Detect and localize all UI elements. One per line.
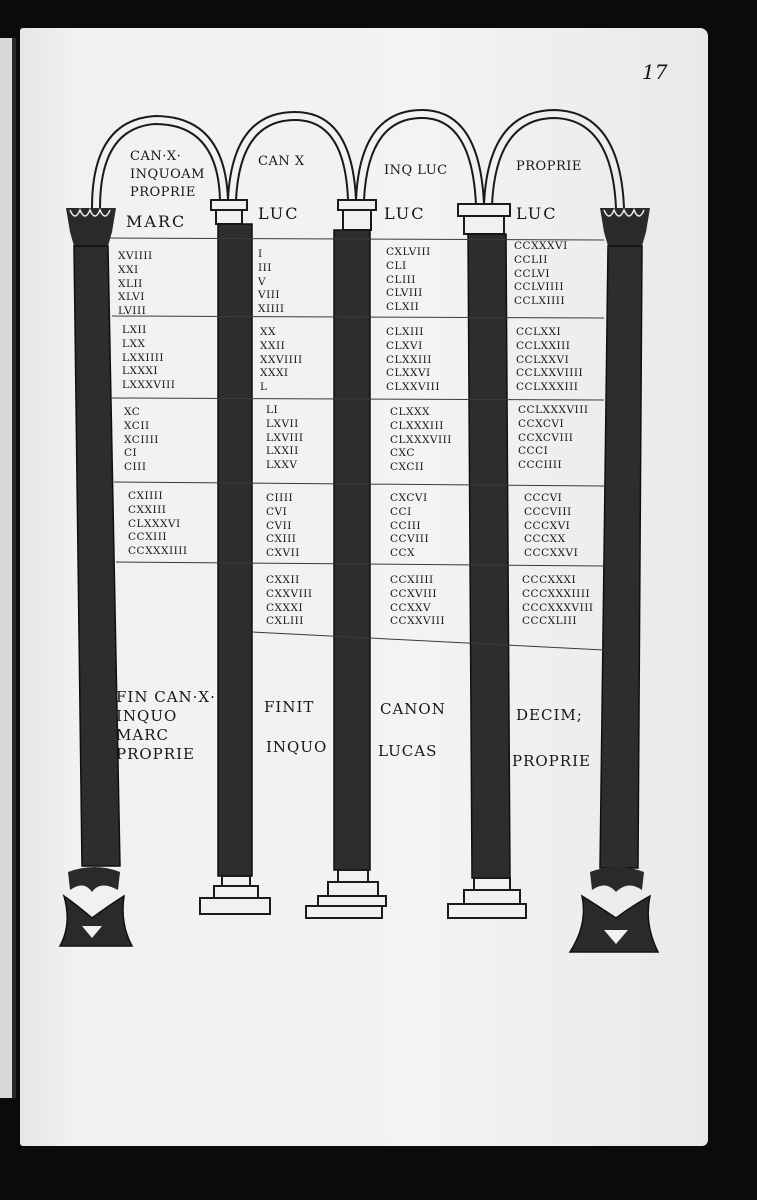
canon-group-2-col-2: XX XXII XXVIIII XXXI L xyxy=(260,326,303,394)
arch3-evangelist: LUC xyxy=(384,204,426,223)
explicit-canon: CANON xyxy=(380,700,446,718)
explicit-left: FIN CAN·X· INQUO MARC PROPRIE xyxy=(116,688,216,763)
arch1-title: CAN·X· xyxy=(130,149,182,164)
arch1-line2: INQUOAM xyxy=(130,167,205,182)
column-bases xyxy=(200,870,526,918)
inner-capitals xyxy=(211,200,510,234)
canon-group-5-col-3: CCXIIII CCXVIII CCXXV CCXXVIII xyxy=(390,574,446,628)
canon-group-1-col-1: XVIIII XXI XLII XLVI LVIII xyxy=(118,250,153,318)
canon-group-5-col-2: CXXII CXXVIII CXXXI CXLIII xyxy=(266,574,313,628)
arch1-line3: PROPRIE xyxy=(130,185,196,200)
canon-group-3-col-2: LI LXVII LXVIII LXXII LXXV xyxy=(266,404,304,472)
canon-group-2-col-4: CCLXXI CCLXXIII CCLXXVI CCLXXVIIII CCLXXXIII xyxy=(516,326,584,394)
arch2-evangelist: LUC xyxy=(258,204,300,223)
canon-group-4-col-3: CXCVI CCI CCIII CCVIII CCX xyxy=(390,492,430,560)
explicit-finit: FINIT xyxy=(264,698,315,716)
canon-group-4-col-2: CIIII CVI CVII CXIII CXVII xyxy=(266,492,300,560)
explicit-lucas: LUCAS xyxy=(378,742,438,760)
canon-group-3-col-4: CCLXXXVIII CCXCVI CCXCVIII CCCI CCCIIII xyxy=(518,404,589,472)
canon-group-1-col-4: CCXXXVI CCLII CCLVI CCLVIIII CCLXIIII xyxy=(514,240,568,308)
canon-group-2-col-3: CLXIII CLXVI CLXXIII CLXXVI CLXXVIII xyxy=(386,326,440,394)
canon-group-2-col-1: LXII LXX LXXIIII LXXXI LXXXVIII xyxy=(122,324,176,392)
canon-group-4-col-4: CCCVI CCCVIII CCCXVI CCCXX CCCXXVI xyxy=(524,492,579,560)
arch2-title: CAN X xyxy=(258,154,305,169)
explicit-proprie: PROPRIE xyxy=(512,752,591,770)
explicit-inquo: INQUO xyxy=(266,738,328,756)
canon-group-5-col-4: CCCXXXI CCCXXXIIII CCCXXXVIII CCCXLIII xyxy=(522,574,594,628)
explicit-decim: DECIM; xyxy=(516,706,583,724)
folio-number: 17 xyxy=(642,60,668,84)
canon-group-3-col-3: CLXXX CLXXXIII CLXXXVIII CXC CXCII xyxy=(390,406,452,474)
arch1-evangelist: MARC xyxy=(126,212,187,231)
canon-group-1-col-3: CXLVIII CLI CLIII CLVIII CLXII xyxy=(386,246,431,314)
arch4-evangelist: LUC xyxy=(516,204,558,223)
canon-group-3-col-1: XC XCII XCIIII CI CIII xyxy=(124,406,159,474)
canon-group-4-col-1: CXIIII CXXIII CLXXXVI CCXIII CCXXXIIII xyxy=(128,490,188,558)
canon-group-1-col-2: I III V VIII XIIII xyxy=(258,248,285,316)
arch4-title: PROPRIE xyxy=(516,159,582,174)
arch3-title: INQ LUC xyxy=(384,163,448,178)
